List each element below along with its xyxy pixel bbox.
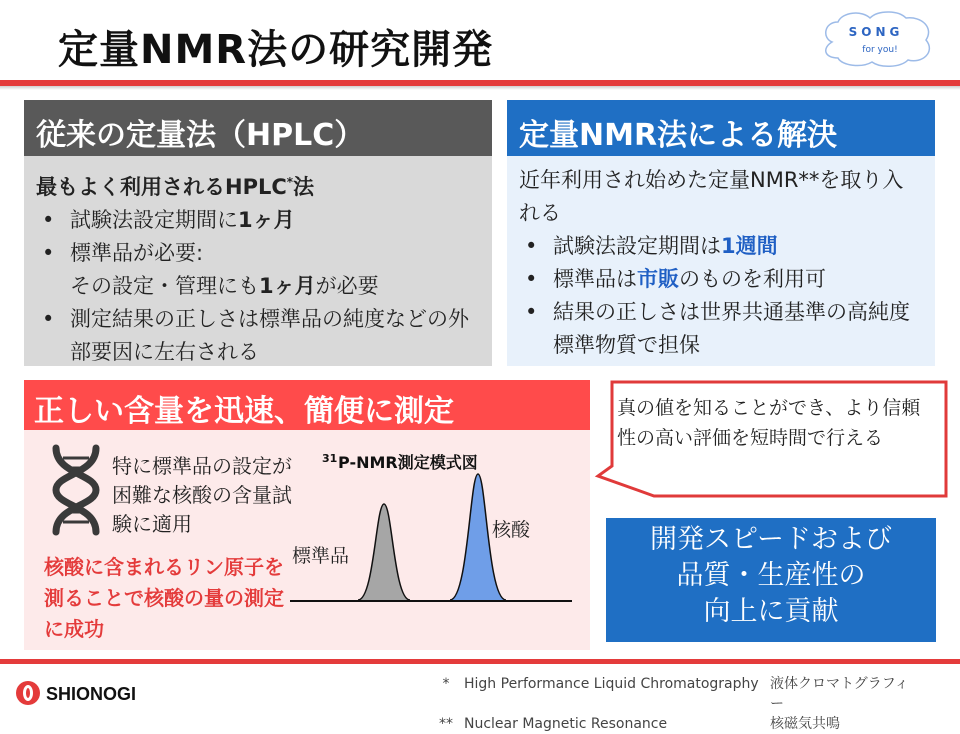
hplc-panel-header: 従来の定量法（HPLC） [24,100,492,156]
conclusion-line-3: 向上に貢献 [703,596,839,627]
rapid-description: 特に標準品の設定が困難な核酸の含量試験に適用 [112,454,292,536]
chart-title: P-NMR測定模式図 [338,453,478,472]
hplc-bullet-period: • 試験法設定期間に1ヶ月 [36,204,480,237]
logo-tagline: for you! [862,45,898,55]
logo-song-text: SONG [848,25,904,39]
qnmr-bullet-accuracy: • 結果の正しさは世界共通基準の高純度標準物質で担保 [519,296,923,362]
title-divider-shadow [0,86,960,90]
page-title: 定量NMR法の研究開発 [58,27,494,73]
nmr-schematic [288,440,582,616]
dna-icon [46,444,106,536]
qnmr-bullet-standard: • 標準品は市販のものを利用可 [519,263,923,296]
footnote-hplc: * High Performance Liquid Chromatography 液体クロマトグラフィー [442,676,909,712]
qnmr-panel-body [507,156,935,366]
rapid-result-text: 核酸に含まれるリン原子を測ることで核酸の量の測定に成功 [44,555,284,641]
qnmr-panel-header: 定量NMR法による解決 [507,100,935,156]
hplc-panel-body [24,156,492,366]
footnote-nmr: ** Nuclear Magnetic Resonance 核磁気共鳴 [439,716,840,732]
label-standard: 標準品 [292,545,350,567]
chart-title-sup: 31 [322,452,338,465]
hplc-bullet-accuracy: • 測定結果の正しさは標準品の純度などの外部要因に左右される [36,303,480,369]
song-logo [818,8,938,68]
hplc-lead: 最もよく利用されるHPLC*法 [36,175,315,199]
callout-text: 真の値を知ることができ、より信頼性の高い評価を短時間で行える [617,397,921,449]
label-nucleic-acid: 核酸 [492,519,531,541]
footer-divider [0,659,960,664]
conclusion-box [606,518,936,642]
peak-standard [358,504,410,600]
rapid-panel-header: 正しい含量を迅速、簡便に測定 [24,380,590,430]
hplc-bullet-standard: • 標準品が必要: その設定・管理にも1ヶ月が必要 [36,237,480,303]
conclusion-line-1: 開発スピードおよび [650,524,892,555]
company-name: SHIONOGI [46,684,137,704]
qnmr-bullet-period: • 試験法設定期間は1週間 [519,230,923,263]
shionogi-logo [14,678,164,708]
footnotes [428,674,920,734]
qnmr-lead: 近年利用され始めた定量NMR**を取り入れる [519,168,904,225]
conclusion-line-2: 品質・生産性の [676,560,866,591]
